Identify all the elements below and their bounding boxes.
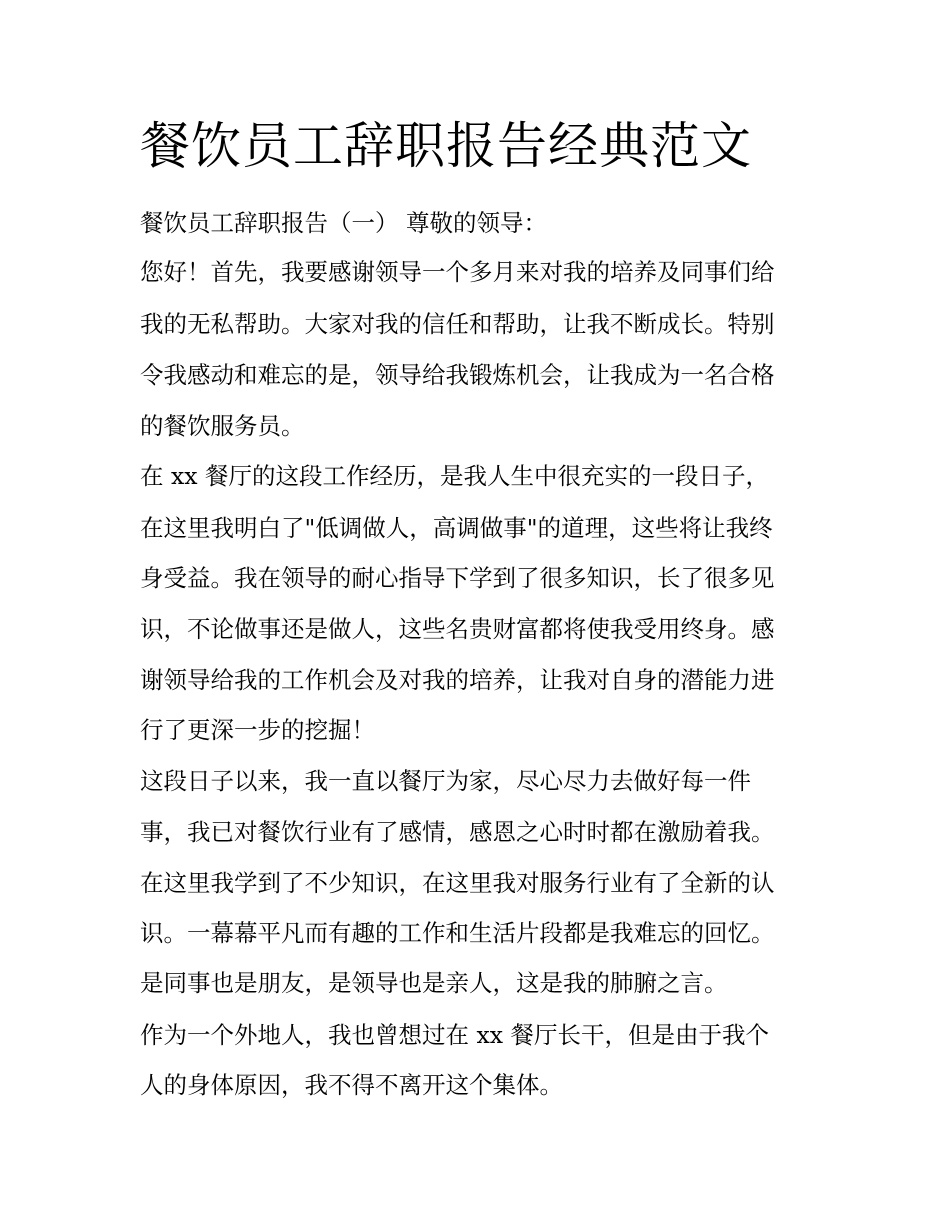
text-line: 在 xx 餐厅的这段工作经历，是我人生中很充实的一段日子， bbox=[140, 462, 769, 490]
text-line: 人的身体原因，我不得不离开这个集体。 bbox=[140, 1071, 563, 1099]
text-line: 这段日子以来，我一直以餐厅为家，尽心尽力去做好每一件 bbox=[140, 767, 751, 795]
text-line: 在这里我学到了不少知识，在这里我对服务行业有了全新的认 bbox=[140, 869, 775, 897]
text-line: 识。一幕幕平凡而有趣的工作和生活片段都是我难忘的回忆。 bbox=[140, 919, 775, 947]
text-line: 作为一个外地人，我也曾想过在 xx 餐厅长干，但是由于我个 bbox=[140, 1021, 769, 1049]
text-line: 令我感动和难忘的是，领导给我锻炼机会，让我成为一名合格 bbox=[140, 361, 775, 389]
text-line: 的餐饮服务员。 bbox=[140, 412, 305, 440]
text-line: 识，不论做事还是做人，这些名贵财富都将使我受用终身。感 bbox=[140, 615, 775, 643]
text-line: 在这里我明白了"低调做人，高调做事"的道理，这些将让我终 bbox=[140, 514, 773, 542]
text-line: 身受益。我在领导的耐心指导下学到了很多知识，长了很多见 bbox=[140, 564, 775, 592]
text-line: 是同事也是朋友，是领导也是亲人，这是我的肺腑之言。 bbox=[140, 969, 728, 997]
text-line: 餐饮员工辞职报告（一） 尊敬的领导： bbox=[140, 209, 547, 237]
text-line: 您好！首先，我要感谢领导一个多月来对我的培养及同事们给 bbox=[140, 258, 775, 286]
text-line: 我的无私帮助。大家对我的信任和帮助，让我不断成长。特别 bbox=[140, 310, 775, 338]
text-line: 事，我已对餐饮行业有了感情，感恩之心时时都在激励着我。 bbox=[140, 818, 775, 846]
text-line: 谢领导给我的工作机会及对我的培养，让我对自身的潜能力进 bbox=[140, 666, 775, 694]
text-line: 行了更深一步的挖掘！ bbox=[140, 716, 375, 744]
document-title: 餐饮员工辞职报告经典范文 bbox=[140, 117, 752, 175]
